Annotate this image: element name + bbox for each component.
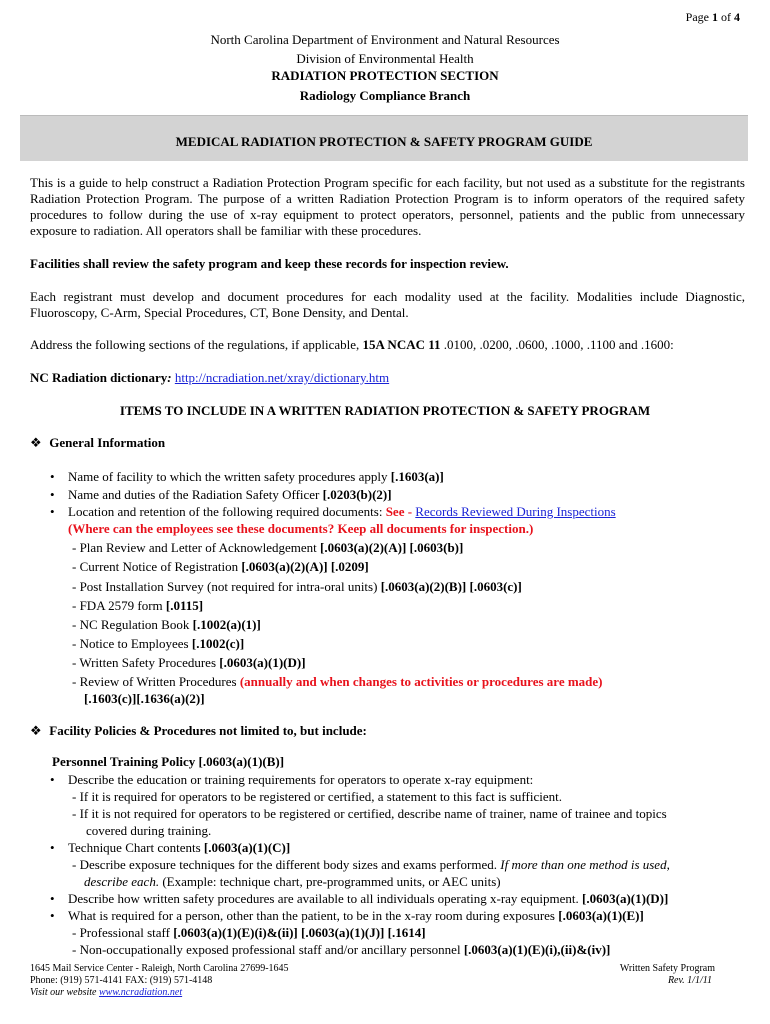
bullet-icon: • <box>50 891 55 906</box>
bullet-icon: • <box>50 469 55 484</box>
review-note: Facilities shall review the safety program and keep these records for inspection review. <box>30 256 509 271</box>
diamond-bullet-icon: ❖ <box>30 435 42 450</box>
document-item: - Current Notice of Registration [.0603(a)(2)(A)] [.0209] <box>72 559 369 574</box>
document-page: Page 1 of 4 North Carolina Department of Environment and Natural Resources Division of Environmental Health RADIATION PROTECTION SECTION Radiology Compliance Branch MEDICAL RADIATION PROTECTION & SAFETY PROGRAM GUIDE This is a guide to help construct a Radiation Protection Program specific for each facility, but not used as a substitute for the registrants Radiation Protection Program. The purpose of a written Radiation Protection Program is to inform operators of the required safety procedures to follow during the use of x-ray equipment to protect operators, personnel, patients and the public from unnecessary exposure to radiation. All operators shall be familiar with these procedures. Facilities shall review the safety program and keep these records for inspection review. Each registrant must develop and document procedures for each modality used at the facility. Modalities include Diagnostic, Fluoroscopy, C-Arm, Special Procedures, CT, Bone Density, and Dental. Address the following sections of the regulations, if applicable, 15A NCAC 11 .0100, .0200, .0600, .1000, .1100 and .1600: NC Radiation dictionary: http://ncradiation.net/xray/dictionary.htm ITEMS TO INCLUDE IN A WRITTEN RADIATION PROTECTION & SAFETY PROGRAM ❖ General Information • Name of facility to which the written safety procedures apply [.1603(a)] • Name and duties of the Radiation Safety Officer [.0203(b)(2)] • Location and retention of the following required documents: See - Records Reviewed During Inspections (Where can the employees see these documents? Keep all documents for inspection.) - Plan Review and Letter of Acknowledgement [.0603(a)(2)(A)] [.0603(b)] - Current Notice of Registration [.0603(a)(2)(A)] [.0209] - Post Installation Survey (not required for intra-oral units) [.0603(a)(2)(B)] [.0603(c)] - FDA 2579 form [.0115] - NC Regulation Book [.1002(a)(1)] - Notice to Employees [.1002(c)] - Written Safety Procedures [.0603(a)(1)(D)] - Review of Written Procedures (annually and when changes to activities or procedures are made) [.1603(c)][.1636(a)(2)] ❖ Facility Policies & Procedures not limited to, but include: Personnel Training Policy [.0603(a)(1)(B)] • Describe the education or training requirements for operators to operate x-ray equipment: - If it is required for operators to be registered or certified, a statement to this fact is sufficient. - If it is not required for operators to be registered or certified, describe name of trainer, name of trainee and topics covered during training. • Technique Chart contents [.0603(a)(1)(C)] - Describe exposure techniques for the different body sizes and exams performed. If more than one method is used, describe each. (Example: technique chart, pre-programmed units, or AEC units) • Describe how written safety procedures are available to all individuals operating x-ray equipment. [.0603(a)(1)(D)] • What is required for a person, other than the patient, to be in the x-ray room during exposures [.0603(a)(1)(E)] - Professional staff [.0603(a)(1)(E)(i)&(ii)] [.0603(a)(1)(J)] [.1614] - Non-occupationally exposed professional staff and/or ancillary personnel [.0603(a)(1)(E)(i),(ii)&(iv)] 1645 Mail Service Center - Raleigh, North Carolina 27699-1645 Phone: (919) 571-4141 FAX: (919) 571-4148 Visit our website www.ncradiation.net Written Safety Program Rev. 1/1/11 <box>0 0 770 1024</box>
footer-revision: Rev. 1/1/11 <box>667 975 712 986</box>
training-policy-heading: Personnel Training Policy [.0603(a)(1)(B)] <box>52 754 285 769</box>
sub-item: - If it is not required for operators to be registered or certified, describe name of trainer, name of trainee and topics <box>72 806 667 821</box>
sub-item-cont: covered during training. <box>86 823 212 838</box>
sub-item: - Describe exposure techniques for the different body sizes and exams performed. If more than one method is used, <box>72 857 670 872</box>
page-number: Page 1 of 4 <box>685 10 740 24</box>
document-item: - Post Installation Survey (not required for intra-oral units) [.0603(a)(2)(B)] [.0603(c)] <box>72 579 522 594</box>
document-item: - Notice to Employees [.1002(c)] <box>72 636 245 651</box>
bullet-icon: • <box>50 772 55 787</box>
documents-note: (Where can the employees see these documents? Keep all documents for inspection.) <box>68 521 534 536</box>
intro-paragraph: This is a guide to help construct a Radiation Protection Program specific for each facility, but not used as a substitute for the registrants Radiation Protection Program. The purpose of a written Radiation Protection Program is to inform operators of the required safety procedures to follow during the use of x-ray equipment to protect operators, personnel, patients and the public from unnecessary exposure to radiation. All operators shall be familiar with these procedures. <box>30 175 745 238</box>
document-title: MEDICAL RADIATION PROTECTION & SAFETY PROGRAM GUIDE <box>175 134 593 149</box>
document-item: - NC Regulation Book [.1002(a)(1)] <box>72 617 261 632</box>
sub-item: - Non-occupationally exposed professional staff and/or ancillary personnel [.0603(a)(1)(E)(i),(ii)&(iv)] <box>72 942 611 957</box>
website-link[interactable]: www.ncradiation.net <box>98 987 183 998</box>
footer-doc-title: Written Safety Program <box>619 963 715 974</box>
section-general-information: ❖ General Information <box>30 435 166 450</box>
department-name: North Carolina Department of Environment and Natural Resources <box>210 32 560 47</box>
records-link[interactable]: Records Reviewed During Inspections <box>415 504 616 519</box>
sub-item-cont: describe each. (Example: technique chart, pre-programmed units, or AEC units) <box>84 874 501 889</box>
document-item: - Review of Written Procedures (annually and when changes to activities or procedures are made) <box>72 674 603 689</box>
title-banner <box>20 115 748 161</box>
modalities-paragraph: Each registrant must develop and document procedures for each modality used at the facility. Modalities include Diagnostic, Fluoroscopy, C-Arm, Special Procedures, CT, Bone Density, and Dental. <box>30 289 745 320</box>
section-facility-policies: ❖ Facility Policies & Procedures not limited to, but include: <box>30 723 367 738</box>
bullet-icon: • <box>50 504 55 519</box>
document-item: - FDA 2579 form [.0115] <box>72 598 204 613</box>
diamond-bullet-icon: ❖ <box>30 723 42 738</box>
items-heading: ITEMS TO INCLUDE IN A WRITTEN RADIATION PROTECTION & SAFETY PROGRAM <box>119 403 651 418</box>
footer-website-line: Visit our website www.ncradiation.net <box>30 987 183 998</box>
sub-item: - Professional staff [.0603(a)(1)(E)(i)&(ii)] [.0603(a)(1)(J)] [.1614] <box>72 925 426 940</box>
bullet-icon: • <box>50 840 55 855</box>
document-item: - Plan Review and Letter of Acknowledgement [.0603(a)(2)(A)] [.0603(b)] <box>72 540 464 555</box>
regulations-paragraph: Address the following sections of the regulations, if applicable, 15A NCAC 11 .0100, .0200, .0600, .1000, .1100 and .1600: <box>30 337 674 352</box>
dictionary-line: NC Radiation dictionary: http://ncradiation.net/xray/dictionary.htm <box>30 370 390 385</box>
sub-item: - If it is required for operators to be registered or certified, a statement to this fact is sufficient. <box>72 789 562 804</box>
footer-phone: Phone: (919) 571-4141 FAX: (919) 571-4148 <box>30 975 213 986</box>
branch-name: Radiology Compliance Branch <box>299 88 471 103</box>
section-name: RADIATION PROTECTION SECTION <box>271 68 499 83</box>
dictionary-link[interactable]: http://ncradiation.net/xray/dictionary.htm <box>174 370 390 385</box>
bullet-icon: • <box>50 487 55 502</box>
footer-address: 1645 Mail Service Center - Raleigh, North Carolina 27699-1645 <box>30 963 289 974</box>
bullet-icon: • <box>50 908 55 923</box>
division-name: Division of Environmental Health <box>296 51 474 66</box>
document-item: - Written Safety Procedures [.0603(a)(1)(D)] <box>72 655 306 670</box>
document-item-ref: [.1603(c)][.1636(a)(2)] <box>84 691 205 706</box>
